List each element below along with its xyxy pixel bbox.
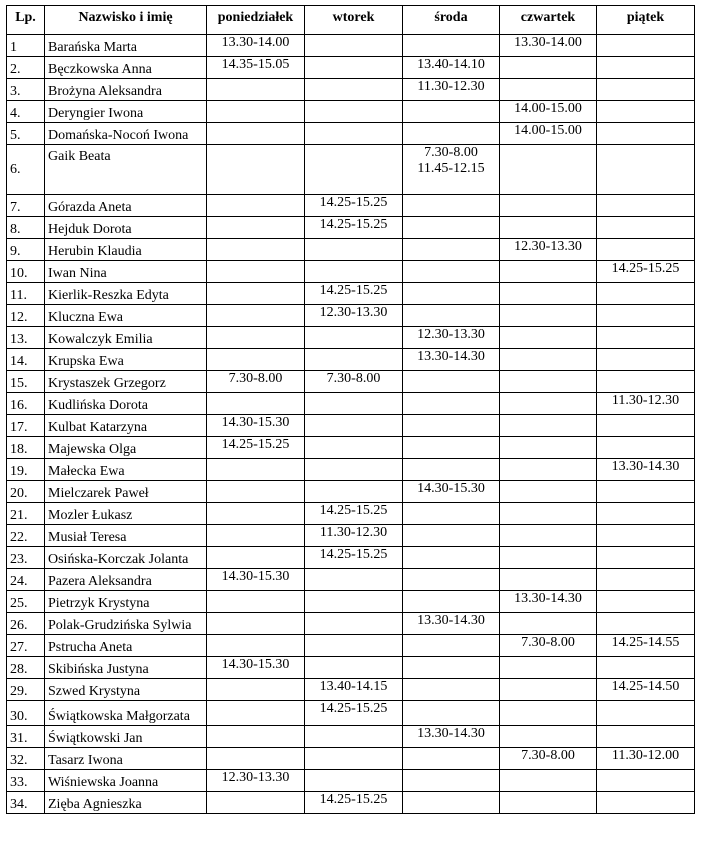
cell-tuesday <box>305 459 403 481</box>
cell-thursday: 7.30-8.00 <box>500 748 597 770</box>
header-row <box>7 6 695 35</box>
cell-thursday <box>500 327 597 349</box>
cell-friday <box>597 35 695 57</box>
cell-friday <box>597 569 695 591</box>
row-name: Osińska-Korczak Jolanta <box>45 547 207 569</box>
row-number: 10. <box>7 261 45 283</box>
cell-tuesday <box>305 635 403 657</box>
cell-friday <box>597 371 695 393</box>
cell-wednesday: 13.30-14.30 <box>403 726 500 748</box>
cell-thursday <box>500 547 597 569</box>
cell-tuesday <box>305 415 403 437</box>
row-number: 7. <box>7 195 45 217</box>
table-row <box>7 569 695 591</box>
cell-tuesday <box>305 437 403 459</box>
table-row <box>7 239 695 261</box>
row-name: Krystaszek Grzegorz <box>45 371 207 393</box>
cell-thursday <box>500 726 597 748</box>
cell-tuesday: 14.25-15.25 <box>305 792 403 814</box>
cell-wednesday <box>403 305 500 327</box>
cell-thursday <box>500 195 597 217</box>
cell-monday <box>207 393 305 415</box>
cell-friday <box>597 437 695 459</box>
row-name: Pietrzyk Krystyna <box>45 591 207 613</box>
table-row <box>7 305 695 327</box>
cell-friday: 11.30-12.00 <box>597 748 695 770</box>
row-number: 33. <box>7 770 45 792</box>
header-friday: piątek <box>597 6 695 35</box>
cell-monday <box>207 792 305 814</box>
cell-monday <box>207 481 305 503</box>
cell-wednesday <box>403 195 500 217</box>
cell-thursday <box>500 525 597 547</box>
cell-wednesday <box>403 415 500 437</box>
cell-tuesday: 14.25-15.25 <box>305 217 403 239</box>
table-row <box>7 35 695 57</box>
cell-tuesday: 12.30-13.30 <box>305 305 403 327</box>
cell-thursday: 7.30-8.00 <box>500 635 597 657</box>
cell-friday <box>597 547 695 569</box>
table-row <box>7 79 695 101</box>
cell-tuesday: 11.30-12.30 <box>305 525 403 547</box>
cell-wednesday <box>403 123 500 145</box>
cell-thursday <box>500 792 597 814</box>
table-row <box>7 525 695 547</box>
cell-thursday <box>500 79 597 101</box>
row-number: 11. <box>7 283 45 305</box>
row-name: Gaik Beata <box>45 145 207 195</box>
cell-tuesday: 14.25-15.25 <box>305 283 403 305</box>
cell-thursday: 14.00-15.00 <box>500 101 597 123</box>
row-number: 34. <box>7 792 45 814</box>
cell-thursday <box>500 415 597 437</box>
cell-friday <box>597 525 695 547</box>
table-row <box>7 371 695 393</box>
cell-friday <box>597 591 695 613</box>
cell-wednesday <box>403 35 500 57</box>
cell-friday <box>597 79 695 101</box>
table-row <box>7 503 695 525</box>
row-number: 14. <box>7 349 45 371</box>
cell-tuesday <box>305 613 403 635</box>
cell-monday: 12.30-13.30 <box>207 770 305 792</box>
cell-thursday <box>500 283 597 305</box>
cell-monday <box>207 261 305 283</box>
cell-wednesday <box>403 459 500 481</box>
cell-tuesday <box>305 726 403 748</box>
cell-thursday <box>500 701 597 726</box>
cell-tuesday <box>305 748 403 770</box>
table-row <box>7 57 695 79</box>
cell-wednesday <box>403 239 500 261</box>
cell-friday <box>597 613 695 635</box>
cell-tuesday <box>305 261 403 283</box>
cell-friday <box>597 327 695 349</box>
cell-thursday <box>500 770 597 792</box>
row-name: Pstrucha Aneta <box>45 635 207 657</box>
cell-friday <box>597 481 695 503</box>
cell-monday <box>207 679 305 701</box>
cell-wednesday: 12.30-13.30 <box>403 327 500 349</box>
table-row <box>7 349 695 371</box>
row-name: Musiał Teresa <box>45 525 207 547</box>
cell-tuesday <box>305 101 403 123</box>
cell-friday <box>597 123 695 145</box>
table-row <box>7 679 695 701</box>
row-name: Pazera Aleksandra <box>45 569 207 591</box>
cell-thursday <box>500 393 597 415</box>
cell-monday: 14.30-15.30 <box>207 569 305 591</box>
cell-tuesday <box>305 79 403 101</box>
row-number: 17. <box>7 415 45 437</box>
table-row <box>7 591 695 613</box>
row-name: Iwan Nina <box>45 261 207 283</box>
row-number: 22. <box>7 525 45 547</box>
table-row <box>7 770 695 792</box>
cell-friday <box>597 283 695 305</box>
row-name: Skibińska Justyna <box>45 657 207 679</box>
cell-friday <box>597 217 695 239</box>
cell-tuesday <box>305 393 403 415</box>
header-wednesday: środa <box>403 6 500 35</box>
header-lp: Lp. <box>7 6 45 35</box>
table-row <box>7 481 695 503</box>
cell-monday <box>207 195 305 217</box>
cell-wednesday <box>403 437 500 459</box>
row-number: 4. <box>7 101 45 123</box>
cell-thursday <box>500 679 597 701</box>
cell-thursday: 13.30-14.30 <box>500 591 597 613</box>
cell-monday <box>207 101 305 123</box>
cell-wednesday <box>403 101 500 123</box>
cell-tuesday: 7.30-8.00 <box>305 371 403 393</box>
row-number: 23. <box>7 547 45 569</box>
row-number: 24. <box>7 569 45 591</box>
row-name: Małecka Ewa <box>45 459 207 481</box>
cell-monday <box>207 305 305 327</box>
row-name: Świątkowski Jan <box>45 726 207 748</box>
cell-friday <box>597 792 695 814</box>
schedule-table <box>6 5 695 814</box>
table-row <box>7 792 695 814</box>
cell-tuesday <box>305 35 403 57</box>
cell-thursday <box>500 217 597 239</box>
cell-thursday <box>500 305 597 327</box>
row-number: 1 <box>7 35 45 57</box>
cell-friday <box>597 101 695 123</box>
row-number: 3. <box>7 79 45 101</box>
table-row <box>7 415 695 437</box>
cell-thursday <box>500 503 597 525</box>
cell-monday <box>207 349 305 371</box>
cell-tuesday: 14.25-15.25 <box>305 195 403 217</box>
cell-monday <box>207 748 305 770</box>
cell-wednesday <box>403 393 500 415</box>
row-number: 31. <box>7 726 45 748</box>
cell-monday: 14.30-15.30 <box>207 657 305 679</box>
cell-monday <box>207 635 305 657</box>
row-name: Kluczna Ewa <box>45 305 207 327</box>
row-name: Zięba Agnieszka <box>45 792 207 814</box>
table-row <box>7 145 695 195</box>
row-name: Wiśniewska Joanna <box>45 770 207 792</box>
cell-wednesday: 7.30-8.00 11.45-12.15 <box>403 145 500 195</box>
cell-friday: 11.30-12.30 <box>597 393 695 415</box>
cell-thursday <box>500 371 597 393</box>
cell-thursday <box>500 349 597 371</box>
cell-friday <box>597 726 695 748</box>
cell-wednesday <box>403 371 500 393</box>
cell-friday <box>597 145 695 195</box>
row-number: 12. <box>7 305 45 327</box>
cell-thursday: 14.00-15.00 <box>500 123 597 145</box>
cell-wednesday <box>403 657 500 679</box>
cell-tuesday <box>305 145 403 195</box>
cell-friday: 14.25-14.50 <box>597 679 695 701</box>
cell-friday: 13.30-14.30 <box>597 459 695 481</box>
row-number: 20. <box>7 481 45 503</box>
row-name: Kowalczyk Emilia <box>45 327 207 349</box>
table-row <box>7 261 695 283</box>
row-number: 13. <box>7 327 45 349</box>
row-number: 6. <box>7 145 45 195</box>
row-name: Barańska Marta <box>45 35 207 57</box>
row-number: 18. <box>7 437 45 459</box>
cell-tuesday <box>305 57 403 79</box>
row-number: 19. <box>7 459 45 481</box>
cell-wednesday <box>403 701 500 726</box>
cell-monday <box>207 123 305 145</box>
row-name: Herubin Klaudia <box>45 239 207 261</box>
row-name: Domańska-Nocoń Iwona <box>45 123 207 145</box>
row-number: 16. <box>7 393 45 415</box>
cell-monday <box>207 217 305 239</box>
cell-wednesday <box>403 635 500 657</box>
cell-friday <box>597 305 695 327</box>
table-row <box>7 123 695 145</box>
table-row <box>7 195 695 217</box>
cell-friday <box>597 415 695 437</box>
cell-wednesday <box>403 792 500 814</box>
cell-monday: 13.30-14.00 <box>207 35 305 57</box>
cell-monday <box>207 459 305 481</box>
cell-friday <box>597 503 695 525</box>
cell-monday <box>207 726 305 748</box>
row-name: Kierlik-Reszka Edyta <box>45 283 207 305</box>
cell-wednesday <box>403 547 500 569</box>
header-name: Nazwisko i imię <box>45 6 207 35</box>
cell-friday: 14.25-15.25 <box>597 261 695 283</box>
cell-monday: 14.25-15.25 <box>207 437 305 459</box>
cell-wednesday <box>403 525 500 547</box>
row-number: 8. <box>7 217 45 239</box>
cell-monday <box>207 239 305 261</box>
row-name: Polak-Grudzińska Sylwia <box>45 613 207 635</box>
cell-monday <box>207 327 305 349</box>
cell-monday <box>207 591 305 613</box>
cell-thursday: 12.30-13.30 <box>500 239 597 261</box>
cell-monday <box>207 525 305 547</box>
cell-monday <box>207 547 305 569</box>
cell-thursday: 13.30-14.00 <box>500 35 597 57</box>
cell-wednesday <box>403 770 500 792</box>
cell-wednesday <box>403 261 500 283</box>
cell-monday <box>207 503 305 525</box>
row-name: Deryngier Iwona <box>45 101 207 123</box>
row-number: 9. <box>7 239 45 261</box>
table-row <box>7 217 695 239</box>
row-number: 25. <box>7 591 45 613</box>
cell-tuesday <box>305 327 403 349</box>
cell-monday: 14.35-15.05 <box>207 57 305 79</box>
row-name: Hejduk Dorota <box>45 217 207 239</box>
cell-tuesday <box>305 123 403 145</box>
row-number: 30. <box>7 701 45 726</box>
cell-wednesday <box>403 591 500 613</box>
schedule-body <box>7 35 695 814</box>
cell-tuesday <box>305 481 403 503</box>
cell-tuesday <box>305 349 403 371</box>
cell-friday <box>597 239 695 261</box>
row-number: 27. <box>7 635 45 657</box>
cell-wednesday <box>403 283 500 305</box>
cell-monday <box>207 79 305 101</box>
cell-tuesday <box>305 569 403 591</box>
row-number: 5. <box>7 123 45 145</box>
cell-friday <box>597 195 695 217</box>
table-row <box>7 101 695 123</box>
cell-monday: 14.30-15.30 <box>207 415 305 437</box>
cell-wednesday: 13.40-14.10 <box>403 57 500 79</box>
cell-monday <box>207 283 305 305</box>
cell-tuesday <box>305 591 403 613</box>
header-tuesday: wtorek <box>305 6 403 35</box>
table-row <box>7 327 695 349</box>
cell-tuesday: 14.25-15.25 <box>305 503 403 525</box>
row-name: Bęczkowska Anna <box>45 57 207 79</box>
cell-wednesday <box>403 748 500 770</box>
cell-monday: 7.30-8.00 <box>207 371 305 393</box>
row-name: Górazda Aneta <box>45 195 207 217</box>
cell-thursday <box>500 57 597 79</box>
cell-tuesday <box>305 657 403 679</box>
row-number: 2. <box>7 57 45 79</box>
cell-thursday <box>500 657 597 679</box>
row-name: Brożyna Aleksandra <box>45 79 207 101</box>
row-number: 21. <box>7 503 45 525</box>
cell-monday <box>207 701 305 726</box>
table-row <box>7 437 695 459</box>
cell-tuesday: 14.25-15.25 <box>305 701 403 726</box>
cell-wednesday <box>403 503 500 525</box>
table-row <box>7 393 695 415</box>
row-name: Kulbat Katarzyna <box>45 415 207 437</box>
row-number: 29. <box>7 679 45 701</box>
row-number: 26. <box>7 613 45 635</box>
table-row <box>7 283 695 305</box>
cell-tuesday <box>305 770 403 792</box>
row-name: Szwed Krystyna <box>45 679 207 701</box>
cell-wednesday: 13.30-14.30 <box>403 613 500 635</box>
cell-thursday <box>500 459 597 481</box>
cell-wednesday: 14.30-15.30 <box>403 481 500 503</box>
cell-thursday <box>500 481 597 503</box>
row-number: 15. <box>7 371 45 393</box>
cell-friday <box>597 657 695 679</box>
row-number: 28. <box>7 657 45 679</box>
cell-thursday <box>500 145 597 195</box>
header-monday: poniedziałek <box>207 6 305 35</box>
cell-thursday <box>500 569 597 591</box>
cell-wednesday: 13.30-14.30 <box>403 349 500 371</box>
cell-tuesday: 13.40-14.15 <box>305 679 403 701</box>
cell-friday <box>597 770 695 792</box>
cell-wednesday <box>403 679 500 701</box>
row-name: Mielczarek Paweł <box>45 481 207 503</box>
table-row <box>7 635 695 657</box>
cell-wednesday: 11.30-12.30 <box>403 79 500 101</box>
table-row <box>7 657 695 679</box>
table-row <box>7 459 695 481</box>
cell-friday <box>597 701 695 726</box>
table-row <box>7 748 695 770</box>
row-name: Kudlińska Dorota <box>45 393 207 415</box>
row-name: Majewska Olga <box>45 437 207 459</box>
row-name: Świątkowska Małgorzata <box>45 701 207 726</box>
cell-thursday <box>500 613 597 635</box>
cell-friday <box>597 349 695 371</box>
cell-monday <box>207 613 305 635</box>
table-row <box>7 613 695 635</box>
cell-thursday <box>500 437 597 459</box>
table-row <box>7 701 695 726</box>
cell-friday <box>597 57 695 79</box>
cell-friday: 14.25-14.55 <box>597 635 695 657</box>
row-name: Krupska Ewa <box>45 349 207 371</box>
row-name: Tasarz Iwona <box>45 748 207 770</box>
row-number: 32. <box>7 748 45 770</box>
cell-monday <box>207 145 305 195</box>
cell-tuesday: 14.25-15.25 <box>305 547 403 569</box>
cell-thursday <box>500 261 597 283</box>
cell-wednesday <box>403 217 500 239</box>
table-row <box>7 726 695 748</box>
row-name: Mozler Łukasz <box>45 503 207 525</box>
table-row <box>7 547 695 569</box>
cell-tuesday <box>305 239 403 261</box>
cell-wednesday <box>403 569 500 591</box>
header-thursday: czwartek <box>500 6 597 35</box>
